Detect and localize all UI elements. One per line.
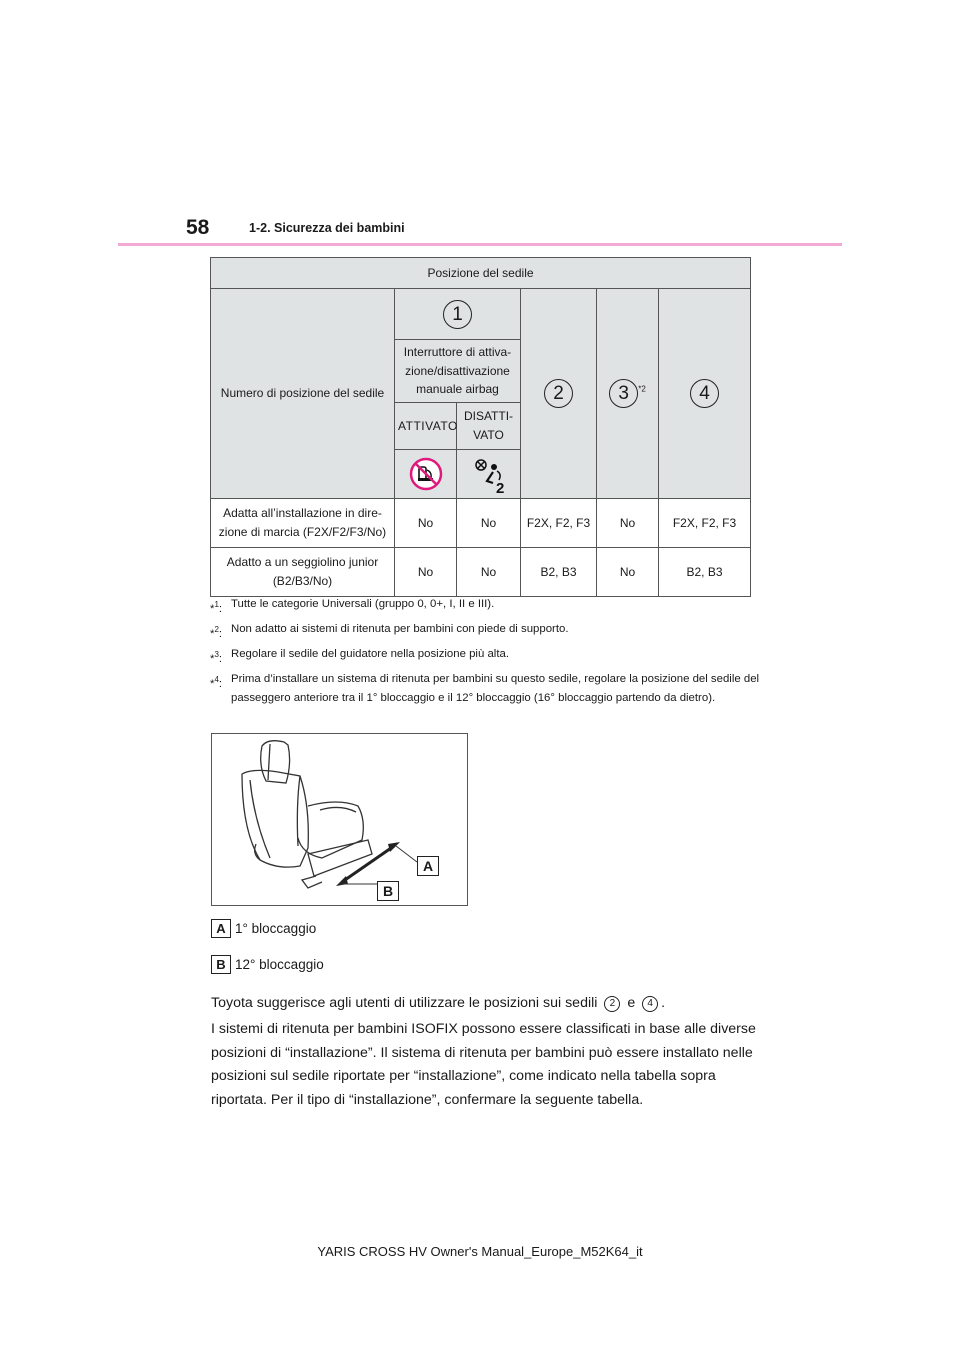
page-footer: YARIS CROSS HV Owner's Manual_Europe_M52K64_it — [317, 1244, 643, 1259]
footnote-mark: *$^2$: — [210, 625, 223, 640]
row-label-forward-facing: Adatta all’installazione in dire-zione di marcia (F2X/F2/F3/No) — [211, 499, 395, 548]
airbag-off-symbol-cell — [457, 450, 521, 499]
airbag-off-label: DISATTI-VATO — [457, 403, 521, 450]
legend-key: B — [211, 955, 231, 974]
table-cell: No — [457, 548, 521, 597]
isofix-paragraph: I sistemi di ritenuta per bambini ISOFIX possono essere classificati in base alle diverse posizioni di “installazione”. Il sistema di ritenuta per bambini può essere installato nelle posizioni sul sedile riportate per “installazione”, come indicato nella tabella sopra riportata. Per il tipo di “installazione”, confermare la seguente tabella. — [211, 1021, 756, 1108]
row-label-booster-seat: Adatto a un seggiolino junior (B2/B3/No) — [211, 548, 395, 597]
footnote — [210, 620, 760, 639]
table-cell: No — [597, 548, 659, 597]
seat-1-number: 1 — [443, 300, 472, 329]
seat-4-number: 4 — [690, 379, 719, 408]
table-cell: F2X, F2, F3 — [659, 499, 751, 548]
footnote — [210, 645, 760, 664]
seat-position-table — [210, 257, 751, 597]
seat-2-header — [521, 289, 597, 499]
figure-label-a: A — [417, 856, 439, 876]
airbag-on-symbol-cell — [395, 450, 457, 499]
page-number: 58 — [186, 216, 210, 239]
recommendation-paragraph: Toyota suggerisce agli utenti di utilizzare le posizioni sui sedili 2 e 4 . — [211, 995, 666, 1011]
table-cell: B2, B3 — [521, 548, 597, 597]
footnote-text: Regolare il sedile del guidatore nella posizione più alta. — [231, 648, 509, 660]
row-header-seat-number: Numero di posizione del sedile — [211, 289, 395, 499]
seat-2-number: 2 — [544, 379, 573, 408]
seat-3-header — [597, 289, 659, 499]
airbag-on-label: ATTIVATO — [395, 403, 457, 450]
footnote — [210, 595, 760, 614]
footnote — [210, 670, 760, 708]
footnote-mark: *$^3$: — [210, 650, 223, 665]
footnote-mark: *$^1$: — [210, 600, 223, 615]
table-cell: B2, B3 — [659, 548, 751, 597]
footnote-mark: *$^4$: — [210, 675, 223, 690]
airbag-off-icon — [472, 457, 506, 495]
seat-diagram — [212, 734, 467, 905]
table-cell: No — [457, 499, 521, 548]
figure-label-b: B — [377, 881, 399, 901]
legend-item-a — [211, 919, 316, 938]
seat-3-footnote-ref: *2 — [638, 384, 646, 394]
seat-2-ref: 2 — [604, 996, 620, 1012]
header-divider — [118, 243, 842, 246]
footnote-text: Prima d’installare un sistema di ritenuta per bambini su questo sedile, regolare la posizione del sedile del passeggero anteriore tra il 1° bloccaggio e il 12° bloccaggio (16° bloccaggio partendo da dietro). — [231, 673, 760, 704]
legend-text: 1° bloccaggio — [235, 921, 317, 936]
table-cell: F2X, F2, F3 — [521, 499, 597, 548]
legend-text: 12° bloccaggio — [235, 957, 324, 972]
seat-adjustment-figure — [211, 733, 468, 906]
seat-4-header — [659, 289, 751, 499]
legend-item-b — [211, 955, 324, 974]
footnote-text: Non adatto ai sistemi di ritenuta per bambini con piede di supporto. — [231, 623, 569, 635]
section-title: 1-2. Sicurezza dei bambini — [249, 221, 405, 235]
footnotes — [210, 595, 760, 714]
seat-1-header — [395, 289, 521, 340]
footnote-text: Tutte le categorie Universali (gruppo 0, 0+, I, II e III). — [231, 598, 495, 610]
table-cell: No — [597, 499, 659, 548]
seat-3-number: 3 — [609, 379, 638, 408]
seat-4-ref: 4 — [642, 996, 658, 1012]
airbag-switch-label: Interruttore di attiva-zione/disattivazione manuale airbag — [395, 340, 521, 403]
svg-text:2: 2 — [495, 480, 504, 495]
table-cell: No — [395, 548, 457, 597]
table-cell: No — [395, 499, 457, 548]
table-title: Posizione del sedile — [211, 258, 751, 289]
airbag-on-icon — [409, 457, 443, 491]
legend-key: A — [211, 919, 231, 938]
